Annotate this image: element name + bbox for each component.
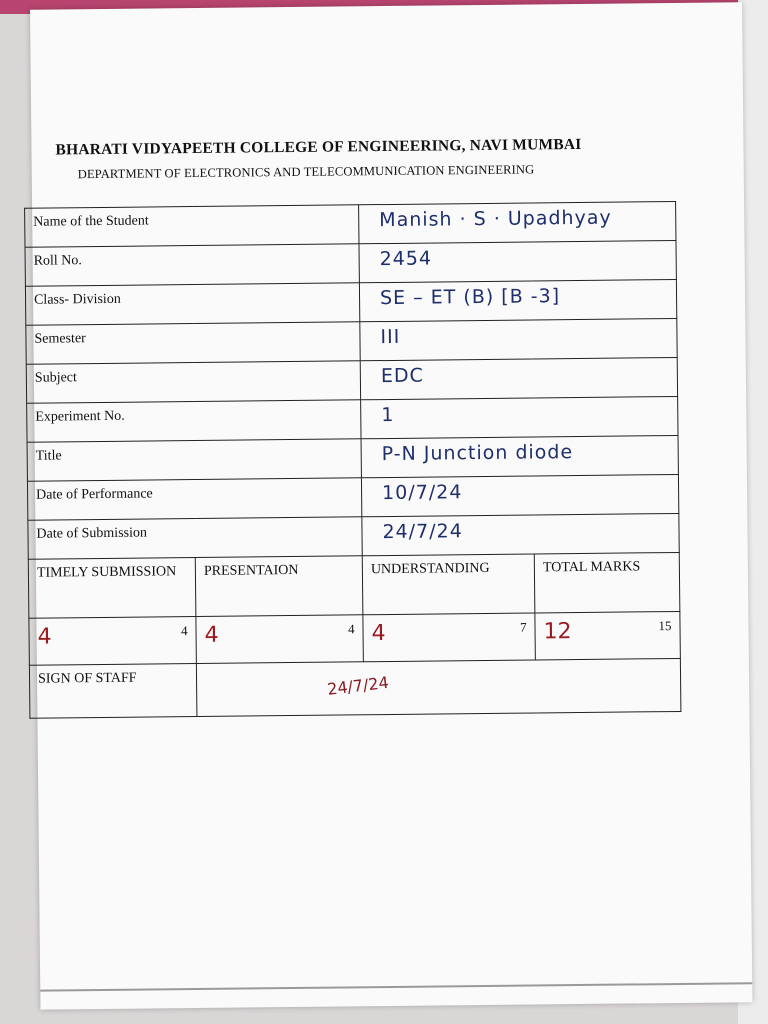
obtained-marks: 12 [543, 619, 572, 645]
obtained-marks: 4 [371, 621, 386, 647]
max-marks: 4 [180, 623, 188, 639]
sign-area [196, 658, 681, 716]
row-value: 2454 [359, 240, 676, 282]
row-value: III [360, 318, 677, 360]
details-table [24, 201, 681, 719]
row-label: Subject [26, 361, 360, 403]
obtained-marks: 4 [37, 624, 52, 650]
row-value: SE – ET (B) [B -3] [359, 279, 676, 321]
marks-header: UNDERSTANDING [362, 554, 535, 615]
obtained-marks: 4 [204, 622, 219, 648]
max-marks: 15 [658, 618, 672, 634]
department-name: DEPARTMENT OF ELECTRONICS AND TELECOMMUNICATION ENGINEERING [77, 162, 535, 182]
row-value: 1 [361, 396, 678, 438]
row-label: Name of the Student [25, 205, 359, 247]
staff-signature: 24/7/24 [326, 672, 390, 699]
marks-values-row [29, 611, 680, 665]
marks-header-row [28, 552, 680, 618]
max-marks: 7 [519, 619, 527, 635]
marks-cell [29, 617, 196, 666]
sign-label: SIGN OF STAFF [29, 664, 197, 719]
marks-header: TIMELY SUBMISSION [28, 558, 196, 619]
table-row [25, 201, 676, 247]
row-value: P-N Junction diode [361, 435, 678, 477]
college-name: BHARATI VIDYAPEETH COLLEGE OF ENGINEERING, NAVI MUMBAI [55, 135, 582, 159]
table-row [27, 474, 678, 520]
table-row [27, 396, 678, 442]
row-label: Title [27, 439, 361, 481]
row-value: 10/7/24 [361, 474, 678, 516]
marks-cell [196, 615, 363, 664]
row-value: 24/7/24 [362, 513, 679, 555]
row-label: Date of Submission [28, 517, 362, 559]
table-row [26, 318, 677, 364]
page-bottom-line [40, 982, 752, 991]
table-row [27, 435, 678, 481]
table-row [25, 279, 676, 325]
row-label: Class- Division [25, 283, 359, 325]
row-label: Experiment No. [27, 400, 361, 442]
row-label: Semester [26, 322, 360, 364]
marks-header: PRESENTAION [195, 556, 363, 617]
table-row [28, 513, 679, 559]
marks-cell [535, 611, 680, 660]
row-value: EDC [360, 357, 677, 399]
row-label: Roll No. [25, 244, 359, 286]
marks-cell [363, 613, 536, 662]
marks-header: TOTAL MARKS [534, 552, 680, 613]
row-label: Date of Performance [27, 478, 361, 520]
table-row [26, 357, 677, 403]
table-row [25, 240, 676, 286]
max-marks: 4 [347, 621, 355, 637]
row-value: Manish · S · Upadhyay [359, 201, 676, 243]
document-page [30, 2, 752, 1009]
